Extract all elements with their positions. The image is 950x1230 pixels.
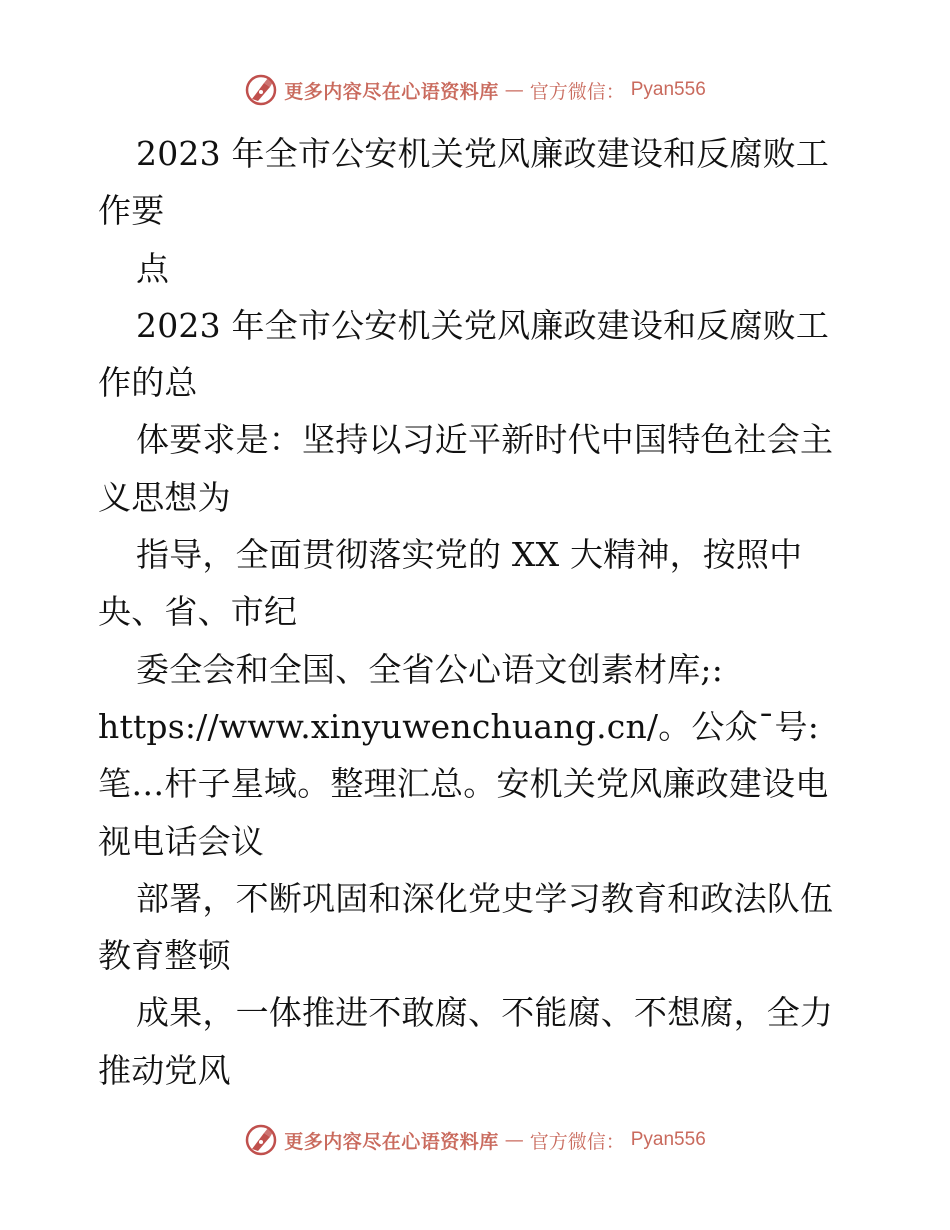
text-line: 推动党风 xyxy=(98,1050,231,1090)
text-line: 点 xyxy=(136,248,170,288)
pen-nib-logo-icon xyxy=(244,1123,278,1157)
banner-official-label: 官方微信： xyxy=(529,80,625,103)
text-line: 体要求是：坚持以习近平新时代中国特色社会主 xyxy=(136,420,834,460)
text-line: 教育整顿 xyxy=(98,936,231,976)
footer-banner xyxy=(0,1120,950,1160)
text-line: 作的总 xyxy=(98,363,198,403)
text-line: 央、省、市纪 xyxy=(98,592,298,632)
text-line: 2023 年全市公安机关党风廉政建设和反腐败工 xyxy=(136,134,830,173)
document-body xyxy=(98,125,878,1099)
text-line: 部署，不断巩固和深化党史学习教育和政法队伍 xyxy=(136,878,834,918)
text-line: 笔…杆子星域。整理汇总。安机关党风廉政建设电 xyxy=(98,764,829,804)
banner-site-name: 更多内容尽在心语资料库 xyxy=(284,80,499,103)
text-line: 2023 年全市公安机关党风廉政建设和反腐败工 xyxy=(136,305,830,345)
text-line: 成果，一体推进不敢腐、不能腐、不想腐，全力 xyxy=(136,993,834,1033)
text-line: 作要 xyxy=(98,191,165,231)
text-line: 视电话会议 xyxy=(98,821,264,861)
text-line: https://www.xinyuwenchuang.cn/。公众¯号: xyxy=(98,706,820,746)
banner-wechat-id: Pyan556 xyxy=(630,79,706,100)
banner-site-name: 更多内容尽在心语资料库 xyxy=(284,1130,499,1153)
header-banner xyxy=(0,70,950,110)
pen-nib-logo-icon xyxy=(244,73,278,107)
banner-dash: — xyxy=(504,1129,524,1151)
banner-official-label: 官方微信： xyxy=(529,1130,625,1153)
text-line: 义思想为 xyxy=(98,477,231,517)
text-line: 指导，全面贯彻落实党的 XX 大精神，按照中 xyxy=(136,535,803,575)
banner-wechat-id: Pyan556 xyxy=(630,1129,706,1150)
text-line: 委全会和全国、全省公心语文创素材库;: xyxy=(136,649,724,689)
banner-dash: — xyxy=(504,79,524,101)
